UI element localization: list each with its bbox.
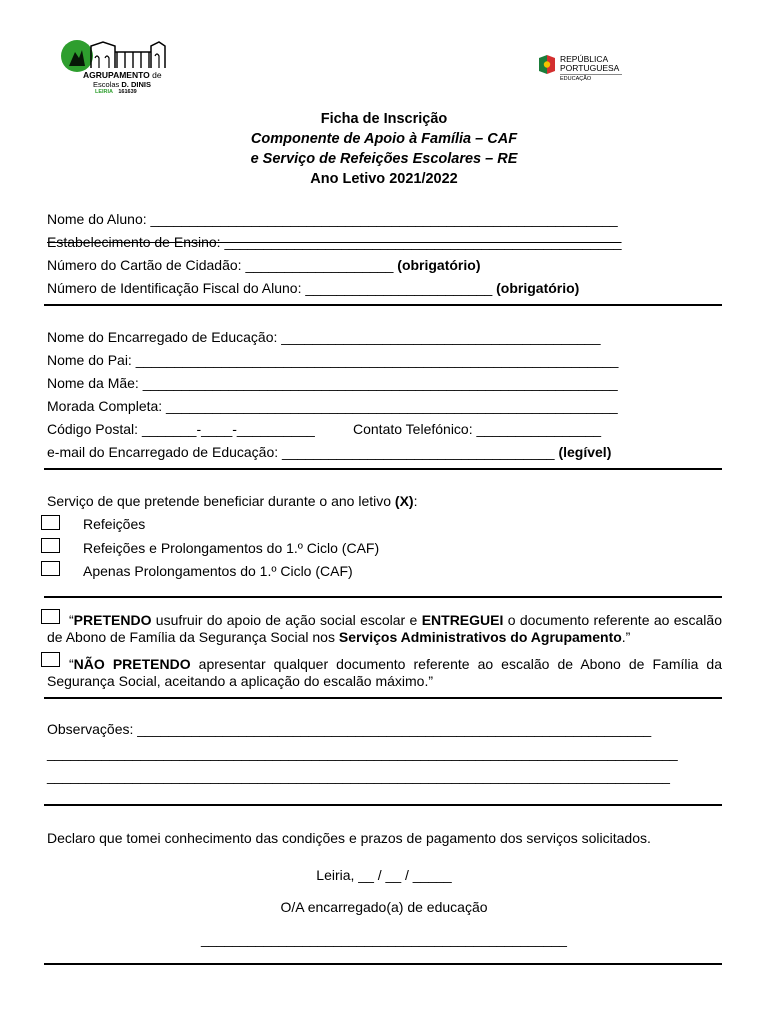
school-logo-de: de: [152, 70, 162, 80]
divider: [44, 963, 722, 965]
school-logo-name: AGRUPAMENTO: [83, 70, 150, 80]
divider: [44, 804, 722, 806]
meals-caf-checkbox[interactable]: [41, 538, 60, 553]
caf-only-checkbox[interactable]: [41, 561, 60, 576]
email-label: e-mail do Encarregado de Educação: ___________________________________: [47, 444, 555, 460]
divider: [44, 697, 722, 699]
government-logo: [535, 52, 630, 86]
flag-icon: [537, 54, 557, 76]
phone-field[interactable]: Contato Telefónico: ________________: [353, 421, 602, 437]
signer-label: O/A encarregado(a) de educação: [280, 899, 488, 915]
form-subtitle-caf: Componente de Apoio à Família – CAF: [250, 131, 518, 147]
cc-field[interactable]: [47, 256, 481, 274]
email-legible-note: (legível): [558, 444, 612, 460]
meals-caf-option-label: Refeições e Prolongamentos do 1.º Ciclo (CAF): [83, 540, 380, 556]
mother-name-field[interactable]: Nome da Mãe: _____________________________________________________________: [47, 375, 618, 391]
observations-field[interactable]: Observações: __________________________________________________________________: [47, 721, 652, 737]
observations-line[interactable]: ________________________________________________________________________________: [47, 768, 670, 784]
father-name-field[interactable]: Nome do Pai: ______________________________________________________________: [47, 352, 619, 368]
school-logo-code: 161639: [118, 89, 137, 95]
school-logo-dinis: D. DINIS: [121, 80, 151, 89]
nif-required: (obrigatório): [496, 280, 580, 296]
form-subtitle-re: e Serviço de Refeições Escolares – RE: [250, 151, 518, 167]
caf-only-option-label: Apenas Prolongamentos do 1.º Ciclo (CAF): [83, 563, 353, 579]
email-field[interactable]: [47, 443, 611, 461]
school-logo: [55, 38, 170, 100]
nif-label: Número de Identificação Fiscal do Aluno: ________________________: [47, 280, 493, 296]
nif-field[interactable]: [47, 279, 579, 297]
government-logo-line2: PORTUGUESA: [560, 63, 620, 73]
postal-code-field[interactable]: Código Postal: _______-____-__________: [47, 421, 315, 437]
address-field[interactable]: Morada Completa: __________________________________________________________: [47, 398, 618, 414]
services-prompt: Serviço de que pretende beneficiar durante o ano letivo (X):: [47, 493, 418, 509]
meals-checkbox[interactable]: [41, 515, 60, 530]
student-name-field[interactable]: Nome do Aluno: ____________________________________________________________: [47, 211, 618, 227]
guardian-name-field[interactable]: Nome do Encarregado de Educação: _________________________________________: [47, 329, 601, 345]
form-title: Ficha de Inscrição: [320, 111, 448, 127]
cc-required: (obrigatório): [397, 257, 481, 273]
school-logo-escolas: Escolas: [93, 80, 120, 89]
divider: [44, 596, 722, 598]
place-date-field[interactable]: Leiria, __ / __ / _____: [316, 867, 452, 883]
school-field[interactable]: Estabelecimento de Ensino: ___________________________________________________: [47, 234, 622, 250]
divider: [44, 468, 722, 470]
government-logo-line3: EDUCAÇÃO: [560, 76, 592, 82]
school-logo-leiria: LEIRIA: [95, 89, 113, 95]
declaration-text: Declaro que tomei conhecimento das condições e prazos de pagamento dos serviços solicitados.: [47, 830, 651, 846]
signature-line[interactable]: _______________________________________________: [201, 931, 567, 947]
government-logo-line1: REPÚBLICA: [560, 54, 609, 64]
observations-line[interactable]: _________________________________________________________________________________: [47, 745, 678, 761]
divider: [44, 304, 722, 306]
meals-option-label: Refeições: [83, 516, 146, 532]
social-support-no-text: “NÃO PRETENDO apresentar qualquer documento referente ao escalão de Abono de Família da Segurança Social, aceitando a aplicação do escalão máximo.”: [47, 656, 722, 689]
school-year: Ano Letivo 2021/2022: [310, 171, 458, 187]
cc-label: Número do Cartão de Cidadão: ___________________: [47, 257, 394, 273]
social-support-yes-text: “PRETENDO usufruir do apoio de ação social escolar e ENTREGUEI o documento referente ao escalão de Abono de Família da Segurança Social nos Serviços Administrativos do Agrupamento.”: [47, 612, 722, 645]
